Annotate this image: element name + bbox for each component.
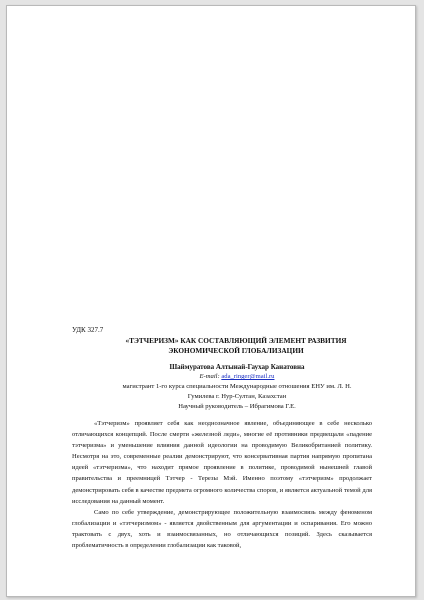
email-link[interactable]: ada_ringer@mail.ru bbox=[221, 373, 275, 380]
document-page bbox=[6, 5, 416, 597]
affiliation-line-1: магистрант 1-го курса специальности Международные отношения ЕНУ им. Л. Н. bbox=[122, 383, 352, 390]
article-title-line-2: ЭКОНОМИЧЕСКОЙ ГЛОБАЛИЗАЦИИ bbox=[168, 346, 304, 355]
email-line bbox=[72, 372, 372, 382]
author-name: Шаймуратова Алтынай-Гаухар Канатовна bbox=[169, 363, 305, 371]
affiliation-line-2: Гумилева г. Нур-Султан, Казахстан bbox=[187, 393, 287, 400]
body-paragraph-2: Само по себе утверждение, демонстрирующее положительную взаимосвязь между феноменом глобализации и «тэтчеризмом» - является двойственным для аргументации и оспаривания. Его можно трактовать с двух, хоть и взаимосвязанных, но отличающихся позиций. Здесь сказывается проблематичность в определении глобализации как таковой, bbox=[72, 508, 372, 550]
article-title bbox=[72, 336, 372, 356]
body-paragraph-1: «Тэтчеризм» проявляет себя как неоднозначное явление, объединяющее в себе несколько отличающихся концепций. После смерти «железной леди», многие её противники предвещали «падение тэтчеризма» и уменьшение влияния данной идеологии на проводимую Великобританией политику. Несмотря на это, современные реалии демонстрируют, что консервативная партия напрямую пропитана идеей «тэтчеризма», что находит прямое проявление в политике, проводимой нынешней главой правительства и преемницей Тэтчер - Терезы Мэй. Именно поэтому «тэтчеризм» продолжает демонстрировать себя в качестве предмета огромного количества споров, и является актуальной темой для исследования на данный момент. bbox=[72, 420, 372, 505]
article-body bbox=[72, 418, 372, 551]
supervisor-line: Научный руководитель – Ибрагимова Г.Е. bbox=[178, 403, 296, 410]
udk-code: УДК 327.7 bbox=[72, 326, 104, 334]
email-label: E-mail: bbox=[199, 373, 220, 380]
document-content bbox=[72, 326, 372, 551]
article-title-line-1: «ТЭТЧЕРИЗМ» КАК СОСТАВЛЯЮЩИЙ ЭЛЕМЕНТ РАЗВИТИЯ bbox=[125, 336, 347, 345]
